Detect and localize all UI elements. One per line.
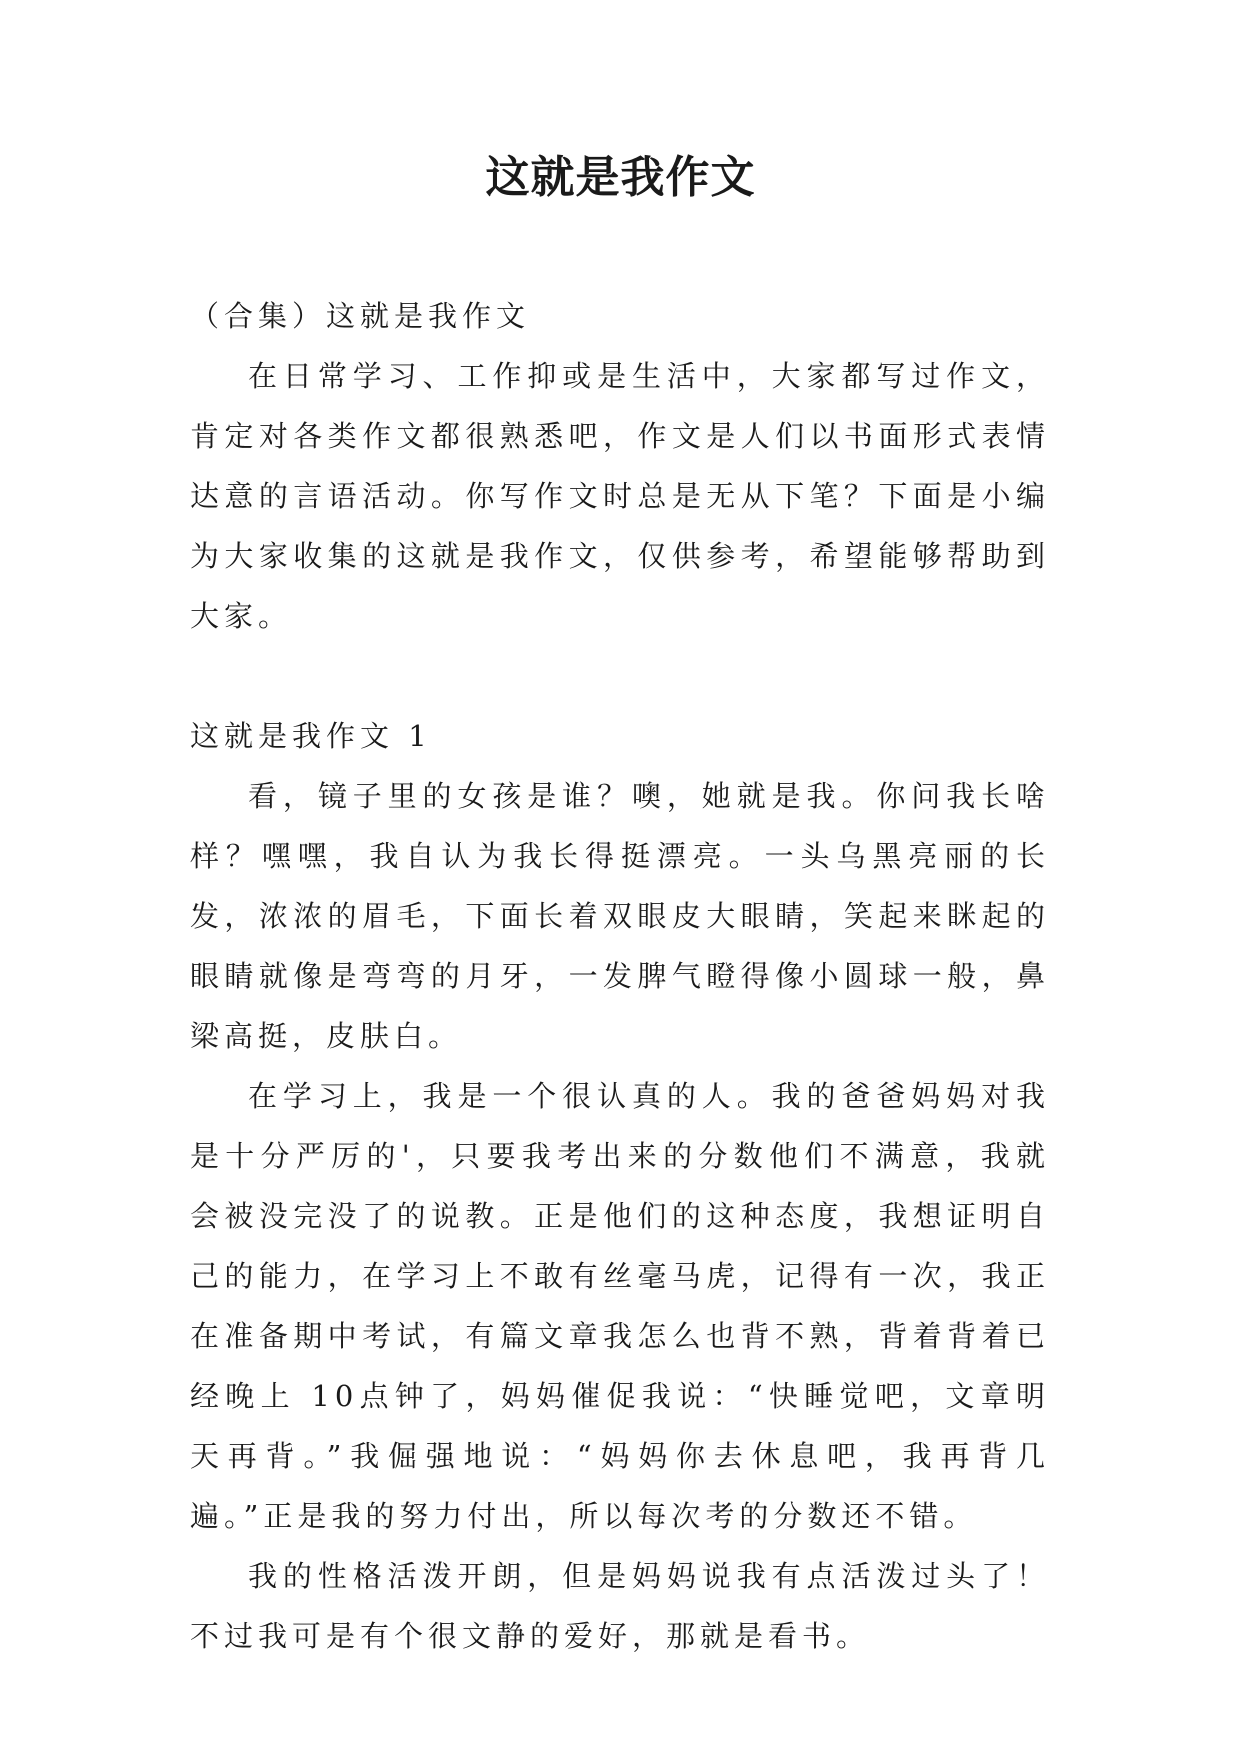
paragraph-appearance: 看，镜子里的女孩是谁？噢，她就是我。你问我长啥样？嘿嘿，我自认为我长得挺漂亮。一头乌黑亮丽的长发，浓浓的眉毛，下面长着双眼皮大眼睛，笑起来眯起的眼睛就像是弯弯的月牙，一发脾气瞪得像小圆球一般，鼻梁高挺，皮肤白。	[190, 779, 1050, 1053]
section-spacer	[190, 646, 1050, 706]
subtitle: （合集）这就是我作文	[190, 299, 531, 333]
document-title: 这就是我作文	[485, 152, 756, 203]
paragraph-personality: 我的性格活泼开朗，但是妈妈说我有点活泼过头了！不过我可是有个很文静的爱好，那就是看书。	[190, 1559, 1050, 1653]
document-body	[190, 286, 1050, 1666]
intro-paragraph: 在日常学习、工作抑或是生活中，大家都写过作文，肯定对各类作文都很熟悉吧，作文是人们以书面形式表情达意的言语活动。你写作文时总是无从下笔？下面是小编为大家收集的这就是我作文，仅供参考，希望能够帮助到大家。	[190, 359, 1050, 633]
section-heading: 这就是我作文 1	[190, 719, 432, 753]
paragraph-study: 在学习上，我是一个很认真的人。我的爸爸妈妈对我是十分严厉的'，只要我考出来的分数他们不满意，我就会被没完没了的说教。正是他们的这种态度，我想证明自己的能力，在学习上不敢有丝毫马虎，记得有一次，我正在准备期中考试，有篇文章我怎么也背不熟，背着背着已经晚上 10点钟了，妈妈催促我说：“快睡觉吧，文章明天再背。”我倔强地说：“妈妈你去休息吧，我再背几遍。”正是我的努力付出，所以每次考的分数还不错。	[190, 1079, 1050, 1533]
